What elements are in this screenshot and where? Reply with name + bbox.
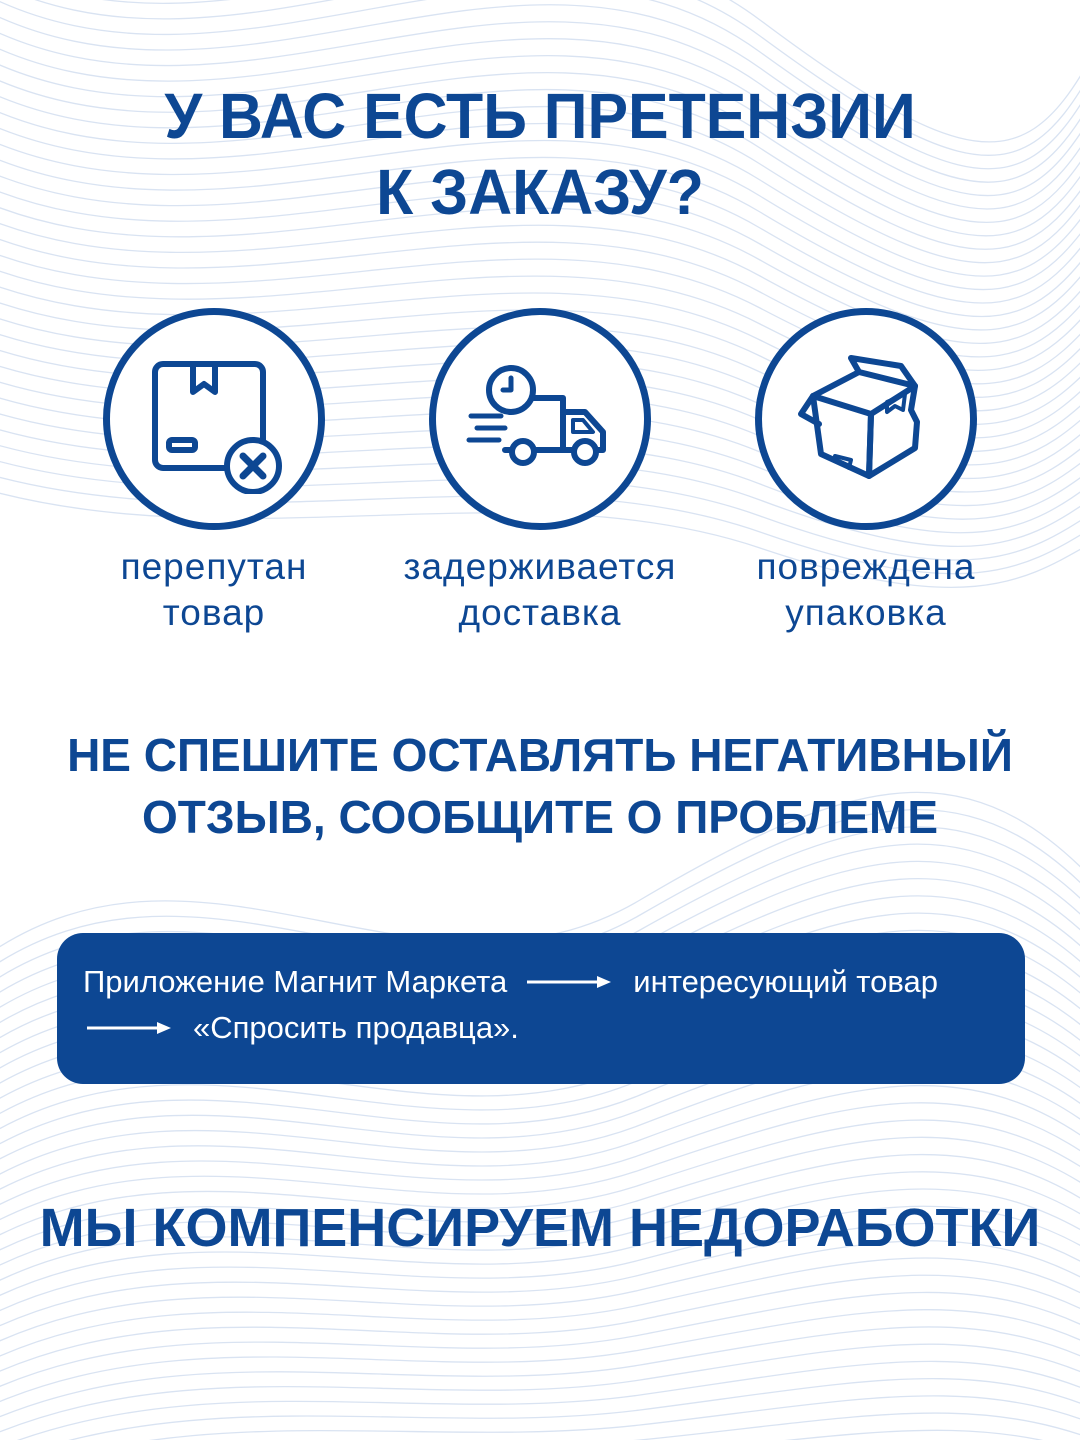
feature-label-line-2: товар bbox=[162, 592, 266, 633]
delivery-truck-clock-icon bbox=[465, 344, 615, 494]
feature-label-line-1: перепутан bbox=[120, 546, 308, 587]
feature-circle bbox=[429, 308, 651, 530]
feature-circle bbox=[103, 308, 325, 530]
instruction-line-2 bbox=[83, 1005, 999, 1051]
arrow-right-icon bbox=[87, 1020, 173, 1036]
box-cross-icon bbox=[139, 344, 289, 494]
title-line-2: К ЗАКАЗУ? bbox=[376, 156, 704, 228]
advice-heading-line-1: НЕ СПЕШИТЕ ОСТАВЛЯТЬ НЕГАТИВНЫЙ bbox=[67, 729, 1013, 781]
feature-label-line-2: доставка bbox=[458, 592, 622, 633]
feature-label-line-2: упаковка bbox=[785, 592, 947, 633]
feature-circle bbox=[755, 308, 977, 530]
instruction-step-product: интересующий товар bbox=[633, 964, 938, 999]
page-title bbox=[27, 78, 1053, 230]
feature-label-line-1: повреждена bbox=[756, 546, 976, 587]
feature-label bbox=[64, 544, 364, 636]
feature-wrong-item bbox=[64, 308, 364, 636]
feature-delayed-delivery bbox=[390, 308, 690, 636]
damaged-box-icon bbox=[791, 344, 941, 494]
advice-heading-line-2: ОТЗЫВ, СООБЩИТЕ О ПРОБЛЕМЕ bbox=[141, 791, 939, 843]
instruction-line-1 bbox=[83, 959, 999, 1005]
feature-label-line-1: задерживается bbox=[403, 546, 677, 587]
instruction-step-ask-seller: «Спросить продавца». bbox=[193, 1010, 519, 1045]
advice-heading bbox=[0, 724, 1080, 848]
feature-label bbox=[390, 544, 690, 636]
arrow-right-icon bbox=[527, 974, 613, 990]
compensation-heading: МЫ КОМПЕНСИРУЕМ НЕДОРАБОТКИ bbox=[39, 1198, 1041, 1258]
instruction-step-app: Приложение Магнит Маркета bbox=[83, 964, 508, 999]
feature-damaged-package bbox=[716, 308, 1016, 636]
instruction-banner bbox=[57, 933, 1025, 1084]
title-line-1: У ВАС ЕСТЬ ПРЕТЕНЗИИ bbox=[164, 80, 916, 152]
feature-label bbox=[716, 544, 1016, 636]
